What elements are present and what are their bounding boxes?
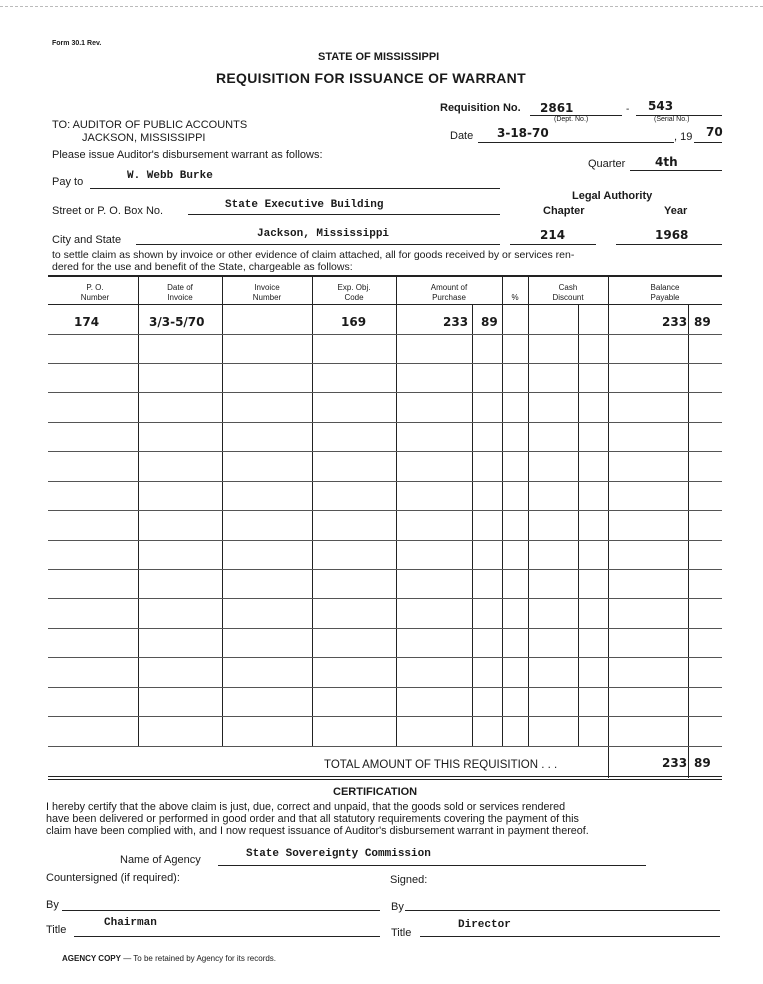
city-value: Jackson, Mississippi: [257, 228, 390, 240]
row-rule: [48, 716, 722, 717]
date-label: Date: [450, 130, 474, 142]
row-amount-cents: 89: [481, 315, 498, 329]
agency-value: State Sovereignty Commission: [246, 848, 431, 860]
col-header-balance: Balance Payable: [650, 283, 680, 302]
chapter-label: Chapter: [543, 205, 585, 217]
certification-line-2: have been delivered or performed in good order and that all statutory requirements covering the payment of this: [46, 813, 579, 825]
left-by-line: [62, 910, 380, 911]
year-label: Year: [664, 205, 688, 217]
col-header-invoice: Invoice Number: [252, 283, 282, 302]
req-dash: -: [626, 104, 630, 115]
date-year-value: 70: [706, 125, 723, 139]
col-header-date: Date of Invoice: [167, 283, 193, 302]
row-rule: [48, 363, 722, 364]
col-header-exp: Exp. Obj. Code: [337, 283, 371, 302]
countersigned-label: Countersigned (if required):: [46, 872, 180, 884]
col-divider: [222, 276, 223, 746]
top-scan-edge: [0, 6, 763, 7]
page-title: REQUISITION FOR ISSUANCE OF WARRANT: [216, 70, 526, 86]
date-line: [478, 142, 674, 143]
right-by-label: By: [391, 901, 404, 913]
row-balance-cents: 89: [694, 315, 711, 329]
left-title-line: [74, 936, 380, 937]
serial-no-value: 543: [648, 99, 674, 113]
total-cents: 89: [694, 756, 711, 770]
right-title-value: Director: [458, 919, 511, 931]
date-value: 3-18-70: [497, 126, 549, 140]
row-rule: [48, 598, 722, 599]
row-rule: [48, 422, 722, 423]
city-label: City and State: [52, 234, 122, 246]
pay-to-value: W. Webb Burke: [127, 170, 213, 182]
signed-label: Signed:: [390, 874, 428, 886]
col-header-pct: %: [511, 293, 519, 302]
date-year-prefix: , 19: [674, 131, 693, 143]
row-balance-dollars: 233: [662, 315, 688, 329]
quarter-line: [630, 170, 722, 171]
row-exp-code: 169: [341, 315, 367, 329]
header-bottom-rule: [48, 304, 722, 305]
city-line: [136, 244, 500, 245]
to-line-2: JACKSON, MISSISSIPPI: [82, 132, 206, 144]
right-title-line: [420, 936, 720, 937]
row-rule: [48, 392, 722, 393]
row-rule: [48, 569, 722, 570]
col-divider: [688, 304, 689, 778]
street-value: State Executive Building: [225, 199, 384, 211]
dept-no-caption: (Dept. No.): [554, 116, 589, 123]
to-line-1: TO: AUDITOR OF PUBLIC ACCOUNTS: [52, 119, 248, 131]
pay-to-line: [90, 188, 500, 189]
col-divider: [312, 276, 313, 746]
left-title-value: Chairman: [104, 917, 157, 929]
pay-to-label: Pay to: [52, 176, 84, 188]
row-rule: [48, 746, 722, 747]
col-header-po: P. O. Number: [80, 283, 110, 302]
col-divider: [608, 276, 609, 778]
state-heading: STATE OF MISSISSIPPI: [318, 51, 440, 63]
total-label: TOTAL AMOUNT OF THIS REQUISITION . . .: [324, 759, 558, 771]
row-invoice-date: 3/3-5/70: [149, 315, 205, 329]
row-rule: [48, 657, 722, 658]
right-title-label: Title: [391, 927, 412, 939]
please-issue-text: Please issue Auditor's disbursement warrant as follows:: [52, 149, 323, 161]
settle-text-2: dered for the use and benefit of the State, chargeable as follows:: [52, 261, 353, 273]
footer-note: [62, 954, 276, 963]
row-po-number: 174: [74, 315, 100, 329]
street-label: Street or P. O. Box No.: [52, 205, 164, 217]
serial-no-caption: (Serial No.): [654, 116, 690, 123]
row-rule: [48, 451, 722, 452]
form-number: Form 30.1 Rev.: [52, 40, 102, 47]
col-divider: [528, 276, 529, 746]
col-header-cash: Cash Discount: [552, 283, 584, 302]
certification-line-3: claim have been complied with, and I now request issuance of Auditor's disbursement warrant in payment thereof.: [46, 825, 589, 837]
row-rule: [48, 628, 722, 629]
col-divider: [472, 304, 473, 746]
date-year-line: [694, 142, 722, 143]
quarter-label: Quarter: [588, 158, 626, 170]
chapter-line: [510, 244, 596, 245]
row-amount-dollars: 233: [443, 315, 469, 329]
col-divider: [396, 276, 397, 746]
agency-line: [218, 865, 646, 866]
certification-line-1: I hereby certify that the above claim is just, due, correct and unpaid, that the goods sold or services rendered: [46, 801, 566, 813]
col-divider: [138, 276, 139, 746]
left-by-label: By: [46, 899, 59, 911]
chapter-value: 214: [540, 228, 566, 242]
settle-text-1: to settle claim as shown by invoice or other evidence of claim attached, all for goods received by or services ren-: [52, 249, 575, 261]
agency-label: Name of Agency: [120, 854, 201, 866]
quarter-value: 4th: [655, 155, 678, 169]
row-rule: [48, 334, 722, 335]
footer-retain-text: — To be retained by Agency for its records.: [120, 954, 277, 963]
certification-title: CERTIFICATION: [333, 786, 418, 798]
requisition-label: Requisition No.: [440, 102, 521, 114]
row-rule: [48, 540, 722, 541]
legal-year-value: 1968: [655, 228, 689, 242]
total-dollars: 233: [662, 756, 688, 770]
col-divider: [578, 304, 579, 746]
legal-year-line: [616, 244, 722, 245]
row-rule: [48, 481, 722, 482]
right-by-line: [405, 910, 720, 911]
legal-authority-label: Legal Authority: [572, 190, 653, 202]
street-line: [188, 214, 500, 215]
table-top-rule: [48, 275, 722, 277]
col-divider: [502, 276, 503, 746]
col-header-amount: Amount of Purchase: [430, 283, 468, 302]
row-rule: [48, 687, 722, 688]
footer-agency-copy: AGENCY COPY: [62, 954, 121, 963]
left-title-label: Title: [46, 924, 67, 936]
dept-no-value: 2861: [540, 101, 574, 115]
row-rule: [48, 510, 722, 511]
total-bottom-rule: [48, 776, 722, 780]
